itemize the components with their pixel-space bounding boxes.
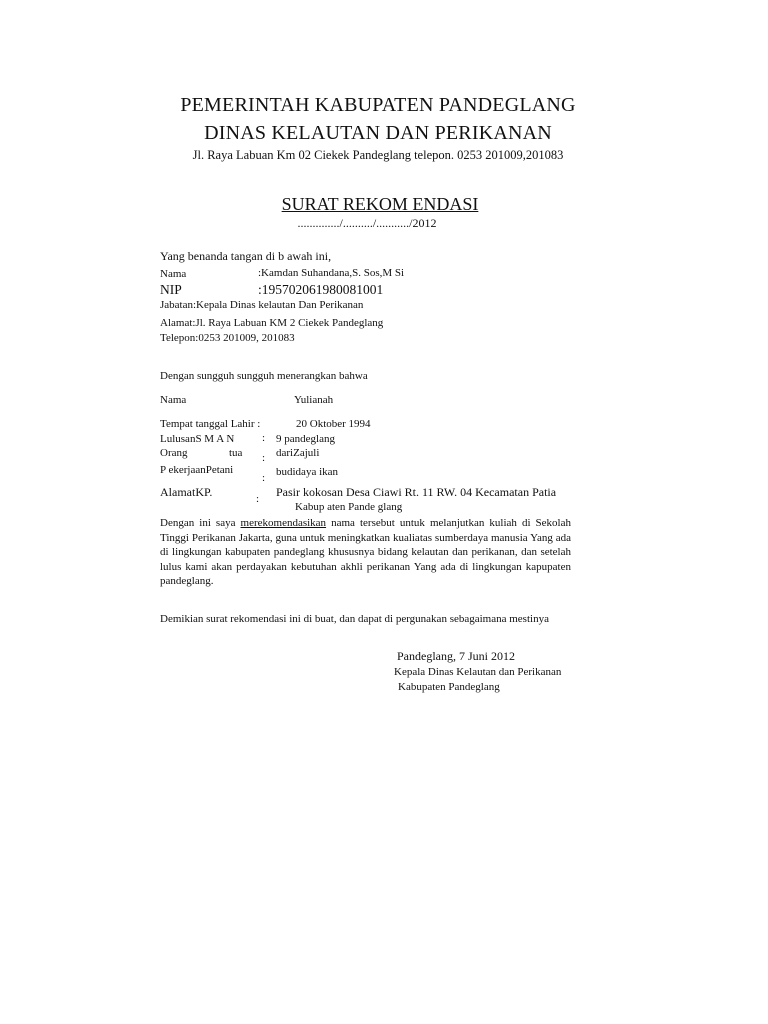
letter-number: ............../........../.........../2012: [297, 216, 437, 230]
signer-phone: Telepon:0253 201009, 201083: [160, 332, 295, 344]
candidate-name-label: Nama: [160, 394, 187, 406]
agency-address: Jl. Raya Labuan Km 02 Ciekek Pandeglang telepon. 0253 201009,201083: [192, 148, 564, 162]
signer-nip-value: :195702061980081001: [258, 282, 384, 297]
occupation-value: budidaya ikan: [276, 466, 339, 478]
parent-label: Orang: [160, 447, 188, 459]
place-date: Pandeglang, 7 Juni 2012: [397, 649, 515, 663]
parent-value: dariZajuli: [276, 447, 320, 459]
letter-title: SURAT REKOM ENDASI: [281, 194, 479, 214]
signer-nip-label: NIP: [160, 282, 182, 297]
agency-name: PEMERINTAH KABUPATEN PANDEGLANG: [180, 94, 576, 116]
occupation-colon: :: [262, 472, 266, 484]
graduate-colon: :: [262, 432, 266, 444]
signer-intro: Yang benanda tangan di b awah ini,: [160, 249, 332, 263]
occupation-label: P ekerjaanPetani: [160, 464, 234, 476]
paragraph-start: Dengan ini saya: [160, 517, 241, 529]
candidate-address-value: Pasir kokosan Desa Ciawi Rt. 11 RW. 04 Kecamatan Patia: [276, 485, 557, 499]
graduate-value: 9 pandeglang: [276, 433, 335, 445]
paragraph-rest: nama tersebut untuk melanjutkan kuliah di Sekolah Tinggi Perikanan Jakarta, guna untuk meningkatkan kualiatas sumberdaya manusia Yang ada di lingkungan kabupaten pandeglang khususnya bidang kelautan dan perikanan, dan setelah lulus kami akan perdayakan kebutuhan akhli perikanan Yang ada di lingkungan kapupaten pandeglang.: [160, 517, 571, 588]
closing-statement: Demikian surat rekomendasi ini di buat, dan dapat di pergunakan sebagaimana mestinya: [160, 613, 549, 625]
signer-address: Alamat:Jl. Raya Labuan KM 2 Ciekek Pandeglang: [160, 317, 384, 329]
birth-value: 20 Oktober 1994: [296, 418, 371, 430]
birth-label: Tempat tanggal Lahir :: [160, 418, 261, 430]
signer-position: Jabatan:Kepala Dinas kelautan Dan Perikanan: [160, 299, 364, 311]
department-name: DINAS KELAUTAN DAN PERIKANAN: [204, 122, 552, 144]
signatory-position: Kepala Dinas Kelautan dan Perikanan: [394, 666, 562, 678]
candidate-address-line2: Kabup aten Pande glang: [295, 501, 403, 513]
candidate-name-value: Yulianah: [294, 394, 334, 406]
parent-colon: :: [262, 452, 266, 464]
parent-label-tua: tua: [229, 447, 243, 459]
signatory-region: Kabupaten Pandeglang: [398, 681, 500, 693]
recommendation-paragraph: [160, 516, 571, 589]
graduate-label: LulusanS M A N: [160, 433, 235, 445]
signer-name-label: Nama: [160, 268, 187, 280]
candidate-intro: Dengan sungguh sungguh menerangkan bahwa: [160, 370, 368, 382]
candidate-address-label: AlamatKP.: [160, 485, 213, 499]
recommend-keyword: merekomendasikan: [240, 517, 327, 529]
signer-name-value: :Kamdan Suhandana,S. Sos,M Si: [258, 267, 405, 279]
candidate-address-colon: :: [256, 493, 260, 505]
